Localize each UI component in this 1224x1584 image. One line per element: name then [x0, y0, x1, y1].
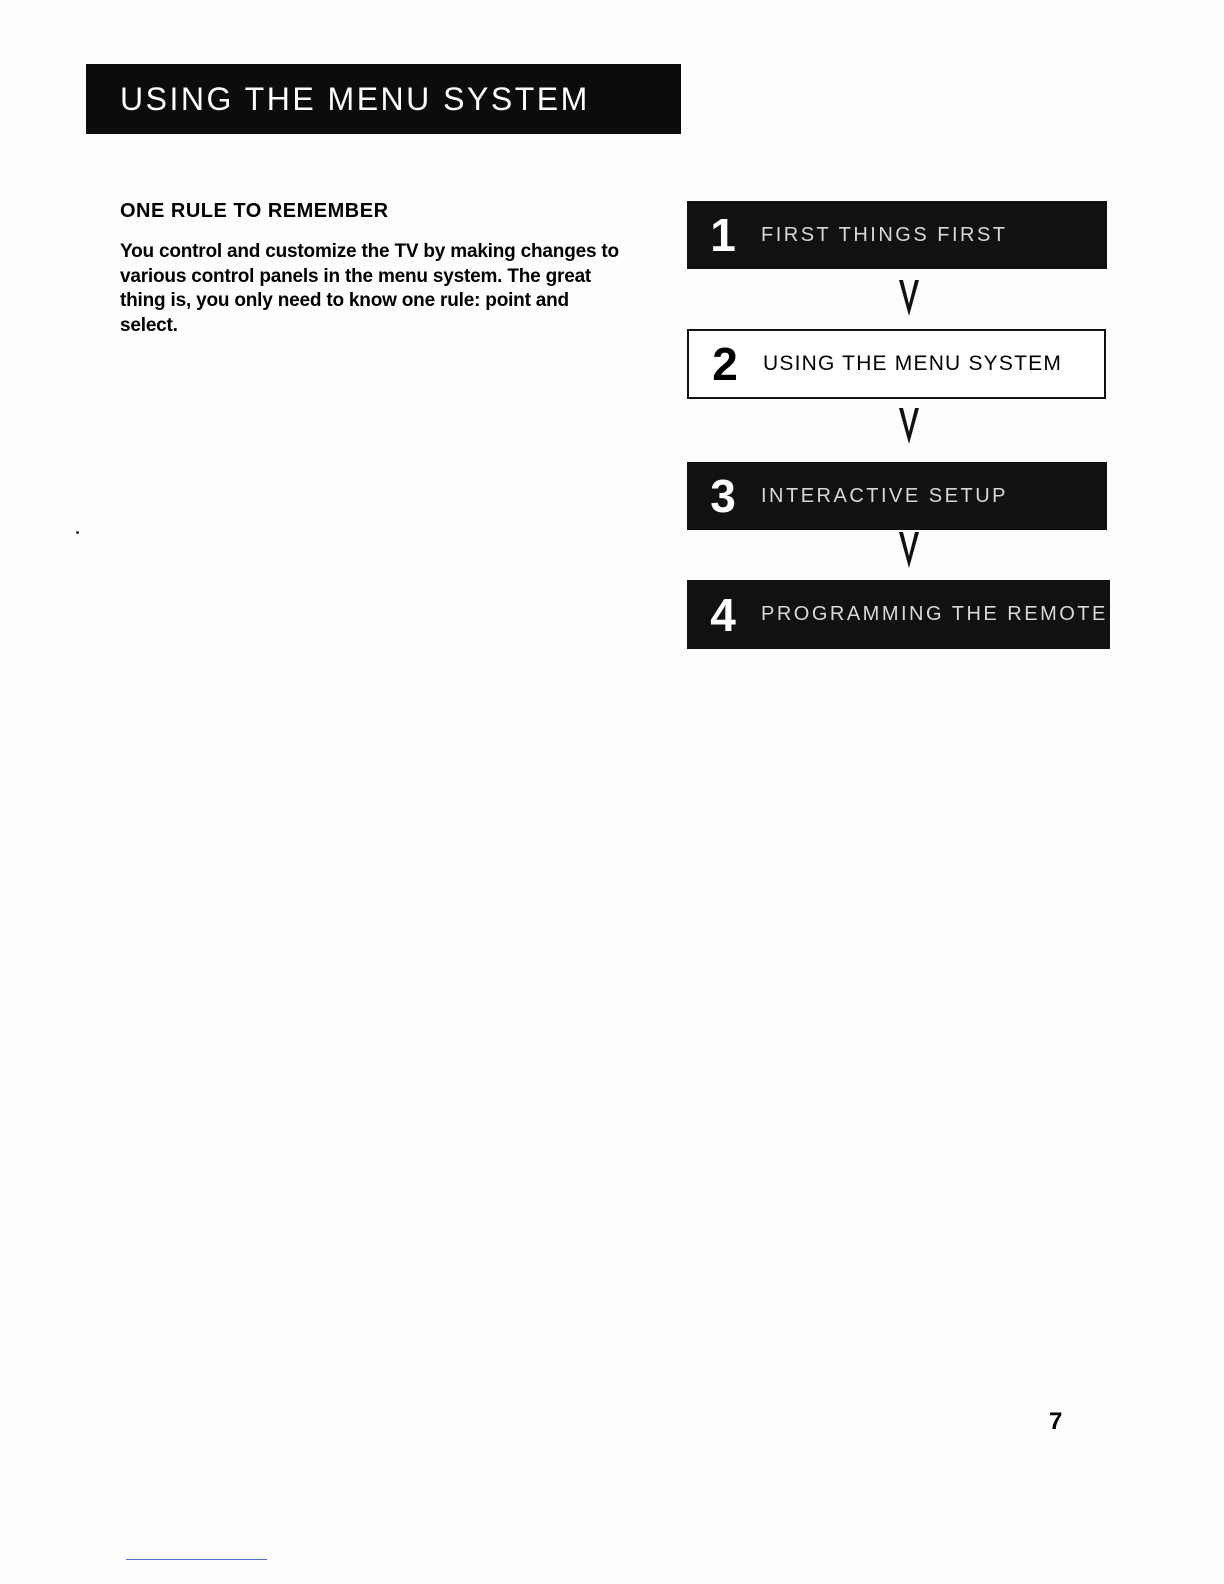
- step-label: PROGRAMMING THE REMOTE: [761, 603, 1108, 625]
- section-body-text: You control and customize the TV by making changes to various control panels in the menu system. The great thing is, you only need to know one rule: point and select.: [120, 241, 619, 336]
- step-first-things-first: [687, 201, 1107, 269]
- page-title: USING THE MENU SYSTEM: [120, 80, 590, 117]
- step-label: USING THE MENU SYSTEM: [763, 352, 1063, 375]
- step-label: INTERACTIVE SETUP: [761, 484, 1008, 507]
- down-arrow-icon: [898, 278, 920, 318]
- bottom-rule-divider: [126, 1559, 267, 1560]
- step-number: 3: [710, 470, 736, 522]
- step-using-the-menu-system: [687, 329, 1106, 399]
- page-number: 7: [1049, 1408, 1063, 1435]
- down-arrow-icon: [898, 530, 920, 570]
- down-arrow-icon: [898, 406, 920, 446]
- step-programming-the-remote: [687, 580, 1110, 649]
- step-number: 1: [710, 209, 736, 261]
- step-number: 4: [710, 588, 736, 641]
- scan-artifact: [76, 531, 79, 534]
- header-banner: [86, 64, 681, 134]
- step-number: 2: [712, 338, 738, 390]
- section-heading: ONE RULE TO REMEMBER: [120, 200, 389, 222]
- step-interactive-setup: [687, 462, 1107, 530]
- step-label: FIRST THINGS FIRST: [761, 223, 1008, 246]
